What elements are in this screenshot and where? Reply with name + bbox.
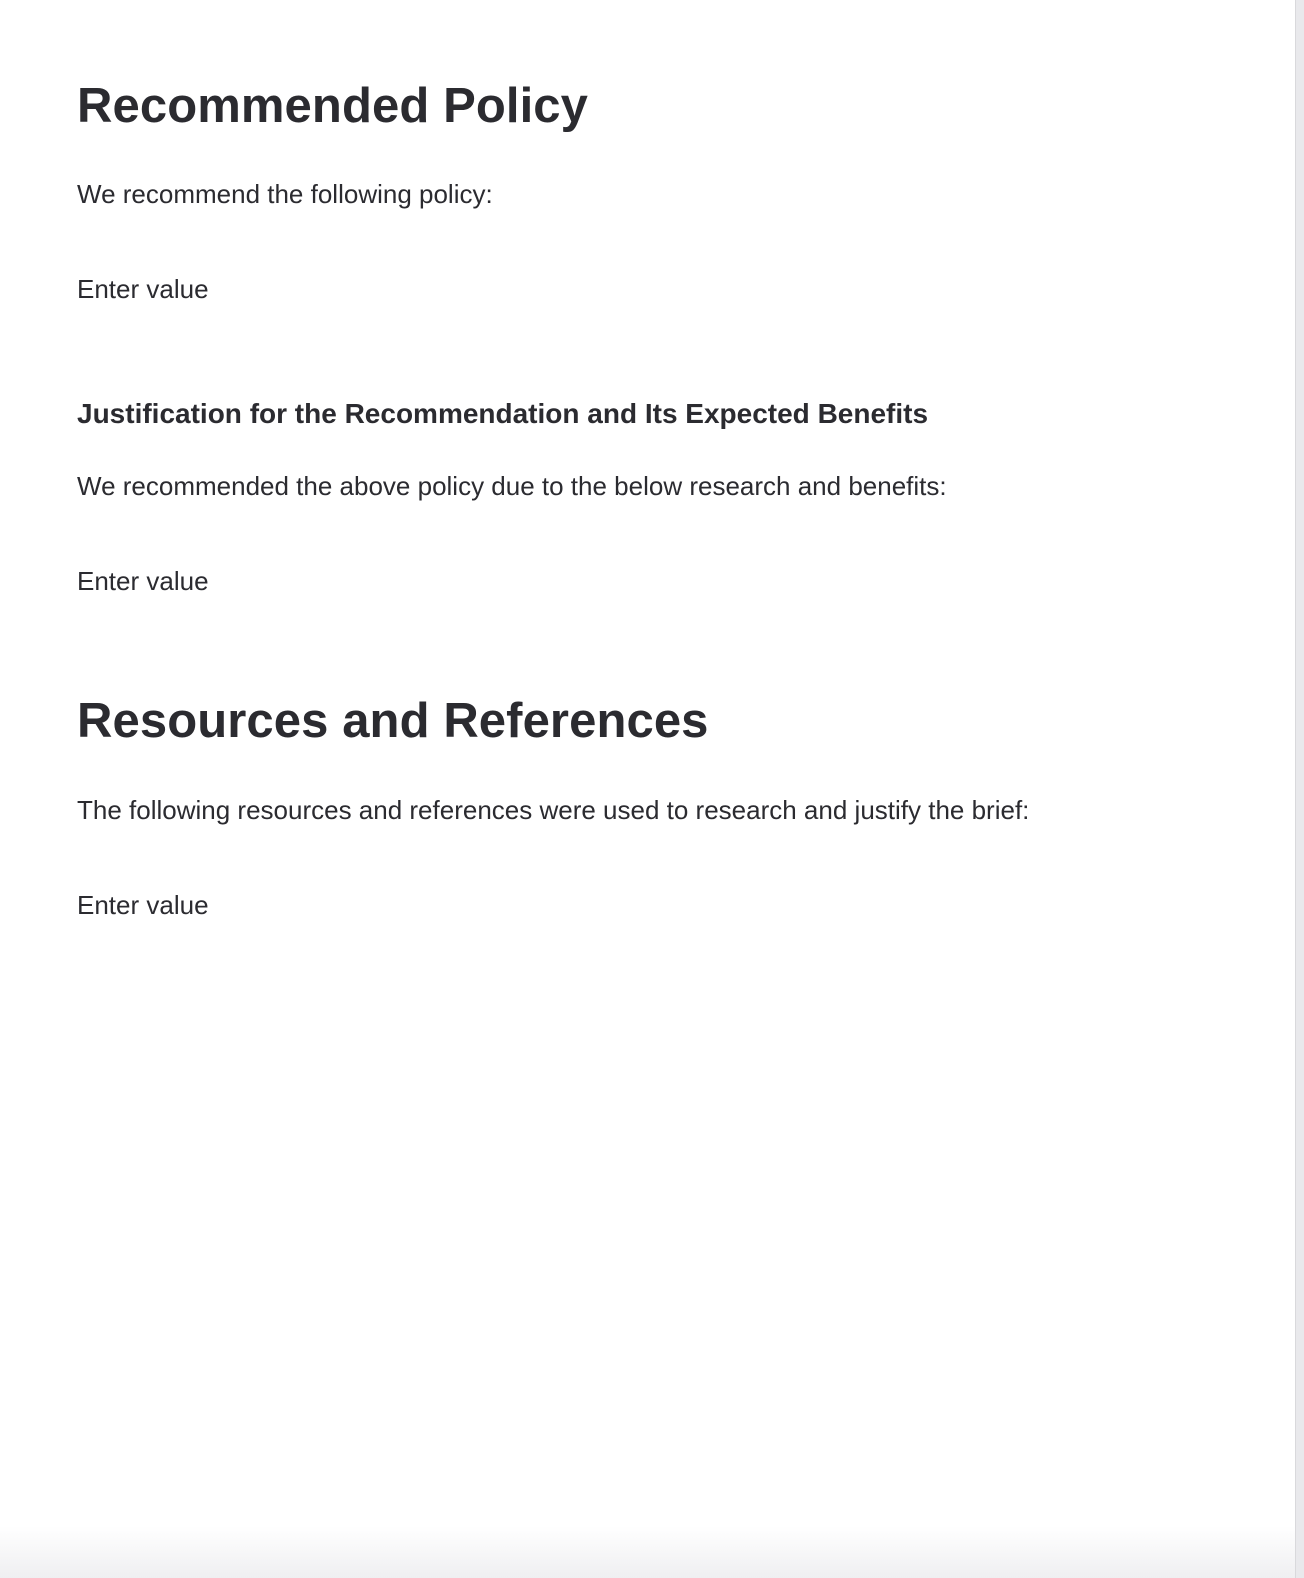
resources-references-input[interactable]: Enter value	[77, 890, 209, 920]
section-intro-recommended-policy: We recommend the following policy:	[77, 179, 493, 209]
section-heading-resources-references: Resources and References	[77, 694, 709, 748]
section-heading-recommended-policy: Recommended Policy	[77, 79, 589, 133]
section-heading-justification: Justification for the Recommendation and Its Expected Benefits	[77, 398, 929, 429]
section-intro-resources-references: The following resources and references were used to research and justify the brief:	[77, 795, 1030, 825]
recommended-policy-input[interactable]: Enter value	[77, 274, 209, 304]
section-intro-justification: We recommended the above policy due to the below research and benefits:	[77, 471, 947, 501]
justification-input[interactable]: Enter value	[77, 566, 209, 596]
